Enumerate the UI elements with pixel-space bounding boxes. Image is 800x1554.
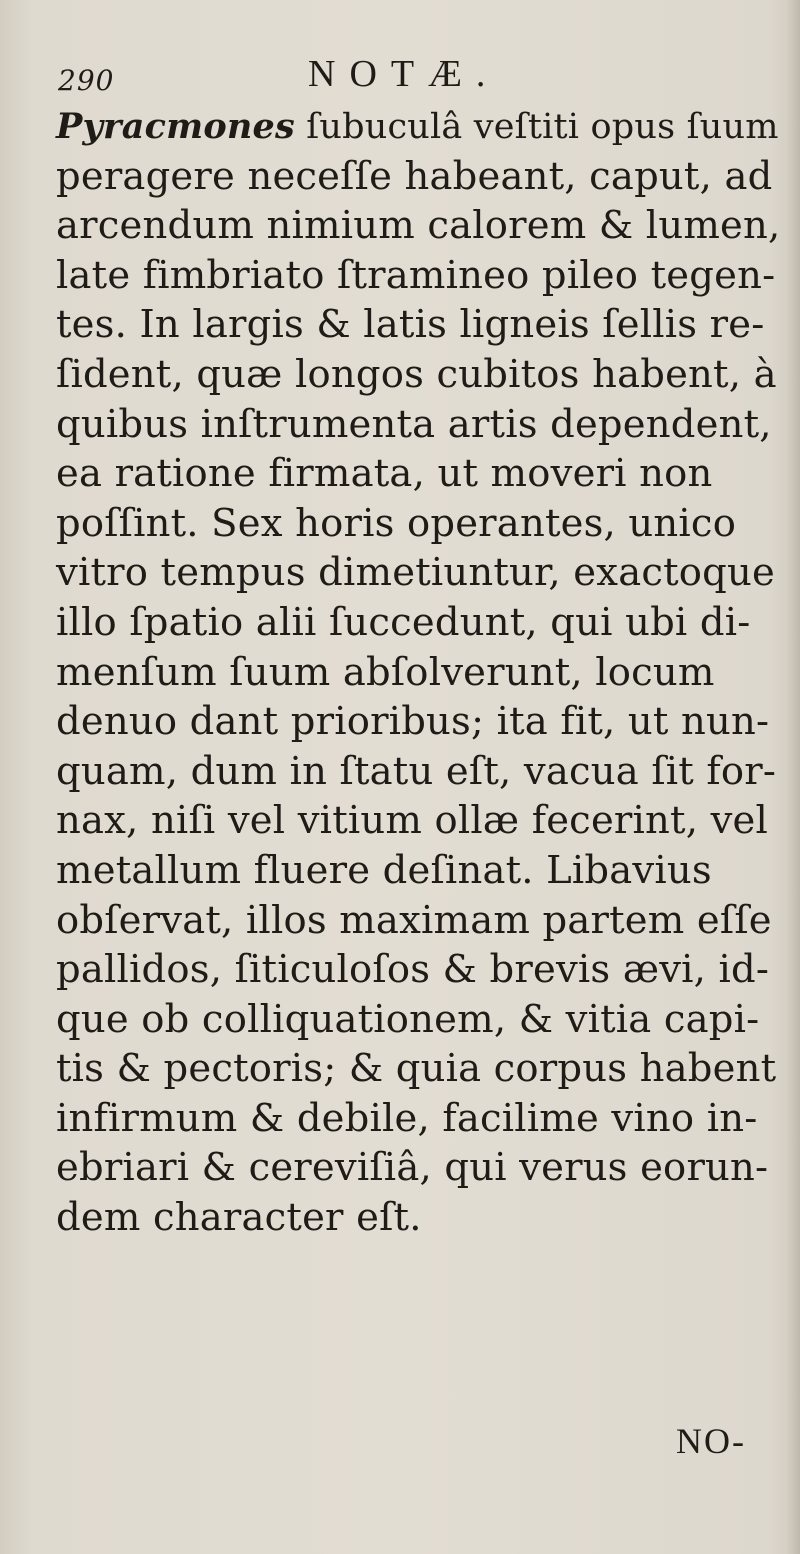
first-line-rest: ſubuculâ veſtiti opus ſuum: [294, 107, 779, 147]
text-line: infirmum & debile, facilime vino in-: [56, 1095, 758, 1141]
page-edge-shadow: [786, 0, 800, 1554]
text-line: dem character eſt.: [56, 1195, 422, 1241]
text-line: obſervat, illos maximam partem eſſe: [56, 897, 772, 943]
text-line: ebriari & cereviſiâ, qui verus eorun-: [56, 1145, 769, 1191]
text-line: illo ſpatio alii ſuccedunt, qui ubi di-: [56, 599, 751, 645]
text-line: late fimbriato ſtramineo pileo tegen-: [56, 252, 776, 298]
page-header: [58, 50, 758, 106]
text-line: que ob colliquationem, & vitia capi-: [56, 996, 760, 1042]
text-line: arcendum nimium calorem & lumen,: [56, 203, 781, 249]
text-line: ea ratione firmata, ut moveri non: [56, 451, 713, 497]
text-line: quibus inſtrumenta artis dependent,: [56, 401, 772, 447]
text-line: menſum ſuum abſolverunt, locum: [56, 649, 715, 695]
text-line-first: [56, 102, 788, 152]
text-line: pallidos, ſiticuloſos & brevis ævi, id-: [56, 947, 770, 993]
text-line: quam, dum in ſtatu eſt, vacua ſit for-: [56, 748, 777, 794]
text-line: ſident, quæ longos cubitos habent, à: [56, 351, 777, 397]
body-text: [56, 102, 788, 1243]
catchword: NO-: [676, 1421, 746, 1461]
text-line: vitro tempus dimetiuntur, exactoque: [56, 550, 775, 596]
page-number: 290: [58, 64, 115, 97]
text-line: tes. In largis & latis ligneis ſellis re-: [56, 302, 765, 348]
text-line: metallum fluere deſinat. Libavius: [56, 847, 712, 893]
text-line: peragere neceſſe habeant, caput, ad: [56, 153, 773, 199]
running-head: NOTÆ.: [308, 53, 500, 95]
lead-word: Pyracmones: [56, 106, 295, 147]
text-line: poſſint. Sex horis operantes, unico: [56, 500, 737, 546]
text-line: denuo dant prioribus; ita fit, ut nun-: [56, 699, 770, 745]
text-line: nax, niſi vel vitium ollæ fecerint, vel: [56, 798, 769, 844]
text-line: tis & pectoris; & quia corpus habent: [56, 1046, 777, 1092]
